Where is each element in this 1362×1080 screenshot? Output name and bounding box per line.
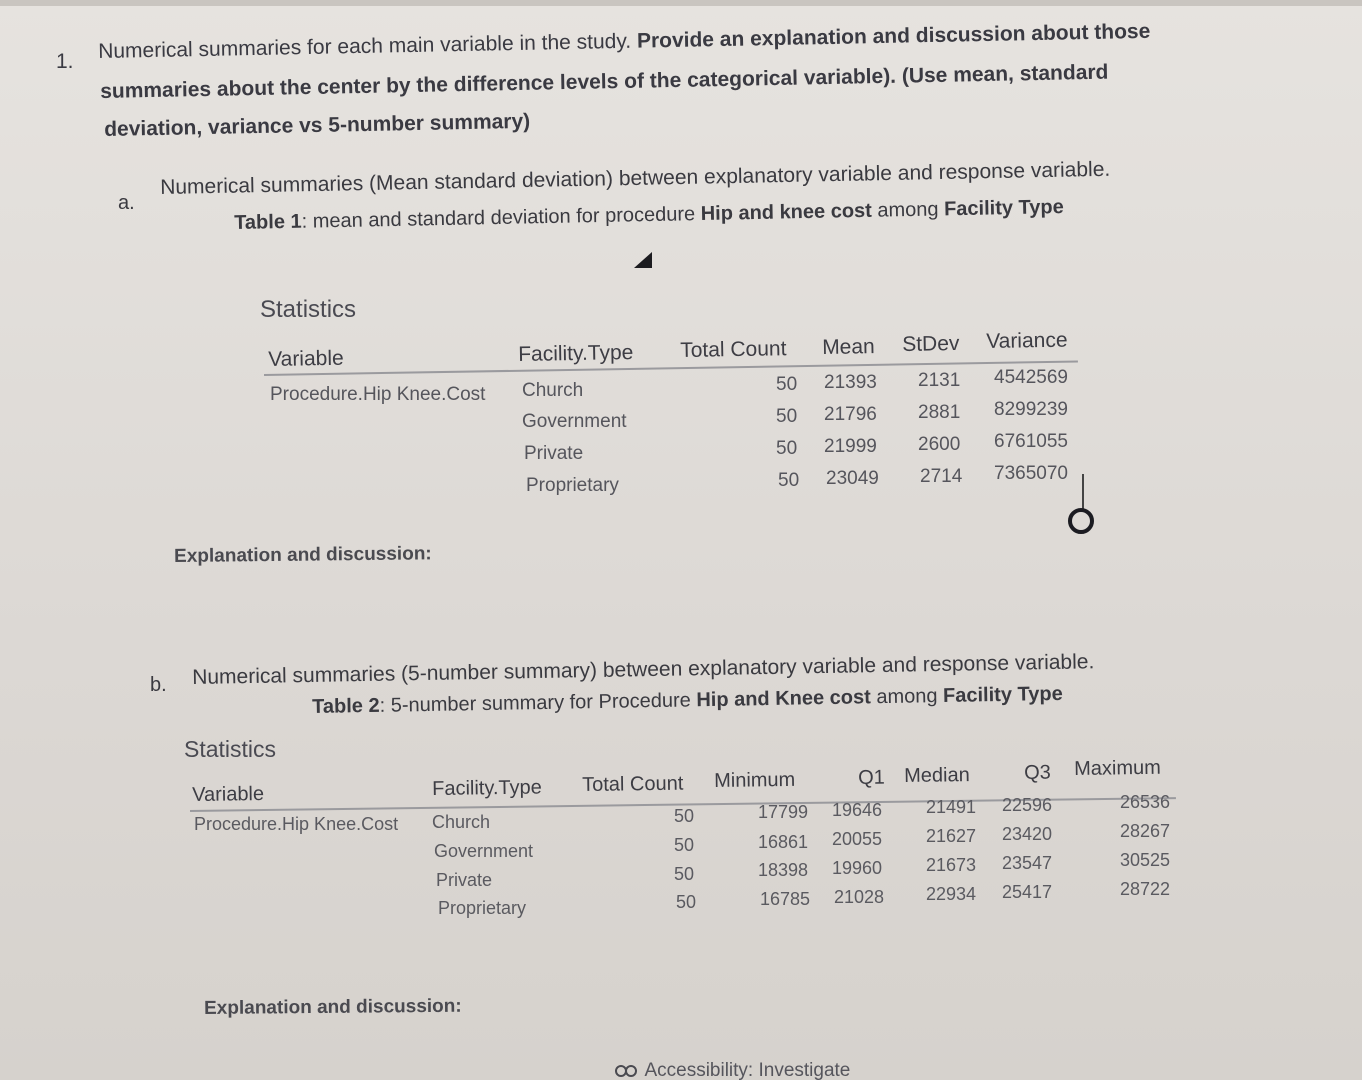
- question-number: 1.: [56, 50, 74, 73]
- table-2-q3: 23420: [1002, 824, 1053, 844]
- table-2-q3: 25417: [1002, 882, 1053, 902]
- table-1-variance: 4542569: [994, 367, 1068, 388]
- table-2-q1: 21028: [834, 887, 885, 907]
- table-2-facility: Proprietary: [438, 898, 527, 918]
- table-2-header-max: Maximum: [1074, 756, 1161, 780]
- table-1-stdev: 2600: [918, 434, 961, 455]
- table-2-caption: [312, 683, 1063, 719]
- question-line-1-plain: Numerical summaries for each main variable in the study.: [98, 29, 638, 63]
- table-2-q1: 20055: [832, 829, 883, 849]
- table-2-count: 50: [674, 806, 695, 826]
- table-2-caption-bold1: Hip and Knee cost: [696, 686, 872, 712]
- table-2-header-min: Minimum: [714, 768, 796, 792]
- table-1-count: 50: [776, 374, 798, 395]
- table-1-variance: 6761055: [994, 431, 1068, 452]
- table-1-facility: Private: [524, 443, 584, 464]
- table-1-facility: Proprietary: [526, 475, 619, 496]
- table-2-caption-prefix: Table 2: [312, 694, 380, 718]
- table-1-mean: 21796: [824, 404, 877, 425]
- table-2-max: 30525: [1120, 850, 1171, 870]
- table-2-q1: 19646: [832, 800, 883, 820]
- part-b-letter: b.: [150, 674, 167, 696]
- question-line-3: [104, 110, 530, 142]
- table-1-mean: 21999: [824, 436, 877, 457]
- table-1-header-facility: Facility.Type: [518, 340, 634, 366]
- table-1-stdev: 2881: [918, 402, 961, 423]
- table-2-q3: 22596: [1002, 795, 1053, 815]
- table-1-caption-bold2: Facility Type: [943, 196, 1064, 221]
- table-1-caption-mid: : mean and standard deviation for procedure: [301, 203, 701, 233]
- table-1-header-variable: Variable: [268, 346, 344, 371]
- table-2-max: 28267: [1120, 821, 1171, 841]
- table-1-header-variance: Variance: [986, 328, 1068, 353]
- table-1-facility: Government: [522, 411, 627, 432]
- table-2-q3: 23547: [1002, 853, 1053, 873]
- part-a-text: Numerical summaries (Mean standard deviation) between explanatory variable and response variable.: [160, 157, 1111, 199]
- table-2-header-median: Median: [904, 764, 970, 787]
- table-2-max: 26536: [1120, 792, 1171, 812]
- table-1-stdev: 2131: [918, 370, 961, 391]
- rotate-handle-icon[interactable]: [1068, 508, 1094, 534]
- table-1-stdev: 2714: [920, 466, 963, 487]
- accessibility-icon: [612, 1061, 640, 1080]
- table-2-facility: Private: [436, 870, 493, 890]
- table-1-mean: 21393: [824, 372, 877, 393]
- table-2-caption-mid2: among: [870, 684, 944, 709]
- table-2-min: 17799: [758, 802, 809, 822]
- table-1-header-stdev: StDev: [902, 332, 960, 356]
- table-1-header-count: Total Count: [680, 337, 787, 362]
- table-1-mean: 23049: [826, 468, 879, 489]
- table-2-facility: Church: [432, 812, 491, 832]
- table-2-median: 21673: [926, 855, 977, 875]
- part-a-explanation-label: Explanation and discussion:: [174, 543, 432, 567]
- table-2-median: 21627: [926, 826, 977, 846]
- accessibility-status[interactable]: [612, 1060, 850, 1080]
- table-2-caption-mid: : 5-number summary for Procedure: [379, 689, 697, 717]
- table-2-variable: Procedure.Hip Knee.Cost: [194, 814, 399, 834]
- table-1-caption-bold1: Hip and knee cost: [700, 199, 873, 226]
- table-2-header-q3: Q3: [1024, 761, 1051, 784]
- table-1-title: Statistics: [260, 296, 357, 323]
- table-2-header-variable: Variable: [192, 782, 265, 806]
- accessibility-text: Accessibility: Investigate: [644, 1060, 851, 1080]
- question-line-1: [98, 20, 1151, 64]
- table-2-median: 21491: [926, 797, 977, 817]
- table-2-header-facility: Facility.Type: [432, 776, 542, 800]
- rotate-handle-stem: [1082, 474, 1084, 510]
- table-2-count: 50: [676, 892, 697, 912]
- top-edge: [0, 0, 1362, 6]
- table-1-variance: 7365070: [994, 463, 1068, 484]
- table-2-facility: Government: [434, 841, 534, 861]
- table-1-count: 50: [776, 406, 798, 427]
- table-2-header-count: Total Count: [582, 772, 684, 796]
- part-b-explanation-label: Explanation and discussion:: [204, 995, 462, 1019]
- table-1-caption-prefix: Table 1: [234, 210, 302, 234]
- table-2-min: 18398: [758, 860, 809, 880]
- table-2-max: 28722: [1120, 879, 1171, 899]
- table-2-header-q1: Q1: [858, 766, 885, 789]
- table-1-variance: 8299239: [994, 399, 1068, 420]
- table-1-count: 50: [778, 470, 800, 491]
- part-a-letter: a.: [118, 192, 135, 214]
- question-line-2: [100, 61, 1109, 104]
- table-2-min: 16785: [760, 889, 811, 909]
- table-1-caption-mid2: among: [871, 198, 945, 222]
- table-1-caption: [234, 196, 1064, 235]
- table-2-title: Statistics: [184, 736, 277, 762]
- table-2-count: 50: [674, 835, 695, 855]
- table-2-count: 50: [674, 864, 695, 884]
- table-2-median: 22934: [926, 884, 977, 904]
- table-1-header-mean: Mean: [822, 335, 875, 359]
- question-line-2-bold: summaries about the center by the difference levels of the categorical variable). (Use mean, standard: [100, 60, 1109, 103]
- question-line-3-bold: deviation, variance vs 5-number summary): [104, 109, 531, 141]
- table-1-facility: Church: [522, 380, 584, 401]
- table-2-q1: 19960: [832, 858, 883, 878]
- table-1-variable: Procedure.Hip Knee.Cost: [270, 384, 486, 405]
- table-1-count: 50: [776, 438, 798, 459]
- table-2-caption-bold2: Facility Type: [942, 682, 1063, 707]
- part-b-text: Numerical summaries (5-number summary) between explanatory variable and response variable.: [192, 650, 1095, 689]
- cursor-arrow-icon: [630, 250, 656, 272]
- question-line-1-bold: Provide an explanation and discussion about those: [636, 19, 1151, 53]
- table-2-min: 16861: [758, 832, 809, 852]
